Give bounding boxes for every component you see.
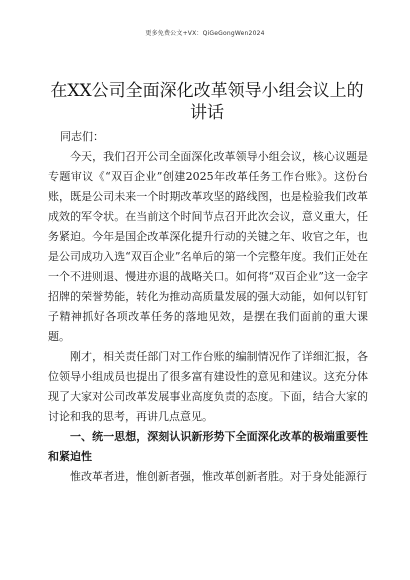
paragraph-3: 惟改革者进，惟创新者强，惟改革创新者胜。对于身处能源行 [70, 470, 367, 483]
paragraph-1: 今天，我们召开公司全面深化改革领导小组会议，核心议题是专题审议《“双百企业”创建2025年改革任务工作台账》。这份台账，既是公司未来一个时期改革攻坚的路线图，也是检验我们改革成效的军令状。在当前这个时间节点召开此次会议，意义重大，任务紧迫。今年是国企改革深化提升行动的关键之年、收官之年，也是公司成功入选“双百企业”名单后的第一个完整年度。我们正处在一个不进则退、慢进亦退的战略关口。如何将“双百企业”这一金字招牌的荣誉势能，转化为推动高质量发展的强大动能，如何以钉钉子精神抓好各项改革任务的落地见效，是摆在我们面前的重大课题。 [48, 150, 368, 343]
salutation: 同志们： [60, 130, 104, 143]
header-note: 更多免费公文+VX：QiGeGongWen2024 [145, 30, 265, 37]
paragraph-2: 刚才，相关责任部门对工作台账的编制情况作了详细汇报，各位领导小组成员也提出了很多富有建设性的意见和建议。这充分体现了大家对公司改革发展事业高度负责的态度。下面，结合大家的讨论和我的思考，再讲几点意见。 [48, 350, 368, 423]
document-body [48, 127, 368, 487]
document-title: 在XX公司全面深化改革领导小组会议上的讲话 [50, 81, 364, 123]
section-heading: 一、统一思想，深刻认识新形势下全面深化改革的极端重要性和紧迫性 [48, 430, 368, 463]
